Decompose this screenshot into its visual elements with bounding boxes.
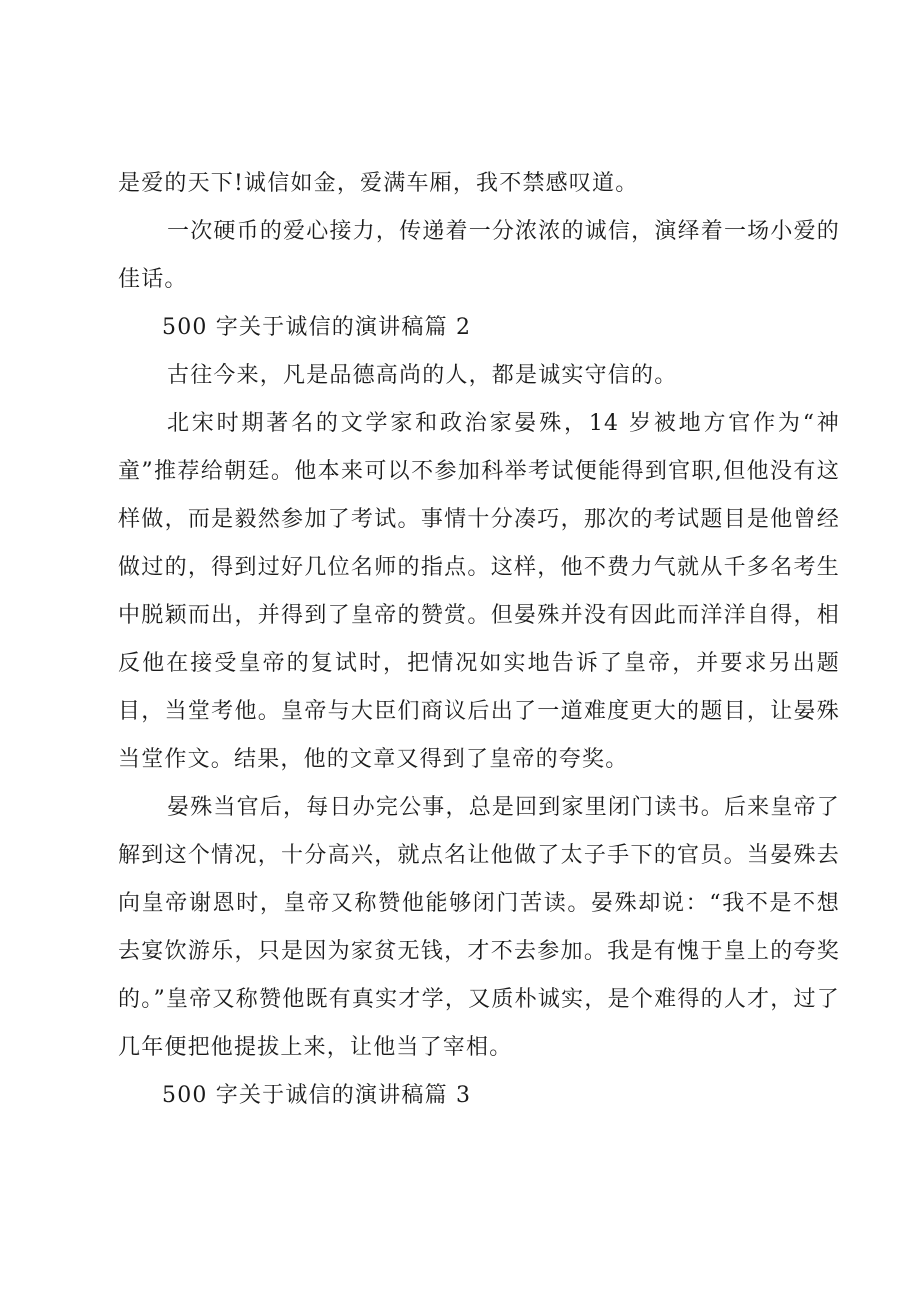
paragraph-intro-integrity: 古往今来，凡是品德高尚的人，都是诚实守信的。 xyxy=(167,363,678,388)
paragraph-continuation: 是爱的天下!诚信如金，爱满车厢，我不禁感叹道。 xyxy=(118,171,639,196)
document-body xyxy=(118,160,840,1120)
paragraph-yan-shu-official: 晏殊当官后，每日办完公事，总是回到家里闭门读书。后来皇帝了解到这个情况，十分高兴，就点名让他做了太子手下的官员。当晏殊去向皇帝谢恩时，皇帝又称赞他能够闭门苦读。晏殊却说：“我不是不想去宴饮游乐，只是因为家贫无钱，才不去参加。我是有愧于皇上的夸奖的。”皇帝又称赞他既有真实才学，又质朴诚实，是个难得的人才，过了几年便把他提拔上来，让他当了宰相。 xyxy=(118,795,840,1060)
paragraph-yan-shu-exam: 北宋时期著名的文学家和政治家晏殊，14 岁被地方官作为“神童”推荐给朝廷。他本来可以不参加科举考试便能得到官职,但他没有这样做，而是毅然参加了考试。事情十分凑巧，那次的考试题目是他曾经做过的，得到过好几位名师的指点。这样，他不费力气就从千多名考生中脱颖而出，并得到了皇帝的赞赏。但晏殊并没有因此而洋洋自得，相反他在接受皇帝的复试时，把情况如实地告诉了皇帝，并要求另出题目，当堂考他。皇帝与大臣们商议后出了一道难度更大的题目，让晏殊当堂作文。结果，他的文章又得到了皇帝的夸奖。 xyxy=(118,411,840,772)
section-heading-3: 500 字关于诚信的演讲稿篇 3 xyxy=(162,1083,472,1108)
paragraph-coin-relay: 一次硬币的爱心接力，传递着一分浓浓的诚信，演绎着一场小爱的佳话。 xyxy=(118,219,840,292)
section-heading-2: 500 字关于诚信的演讲稿篇 2 xyxy=(162,315,472,340)
